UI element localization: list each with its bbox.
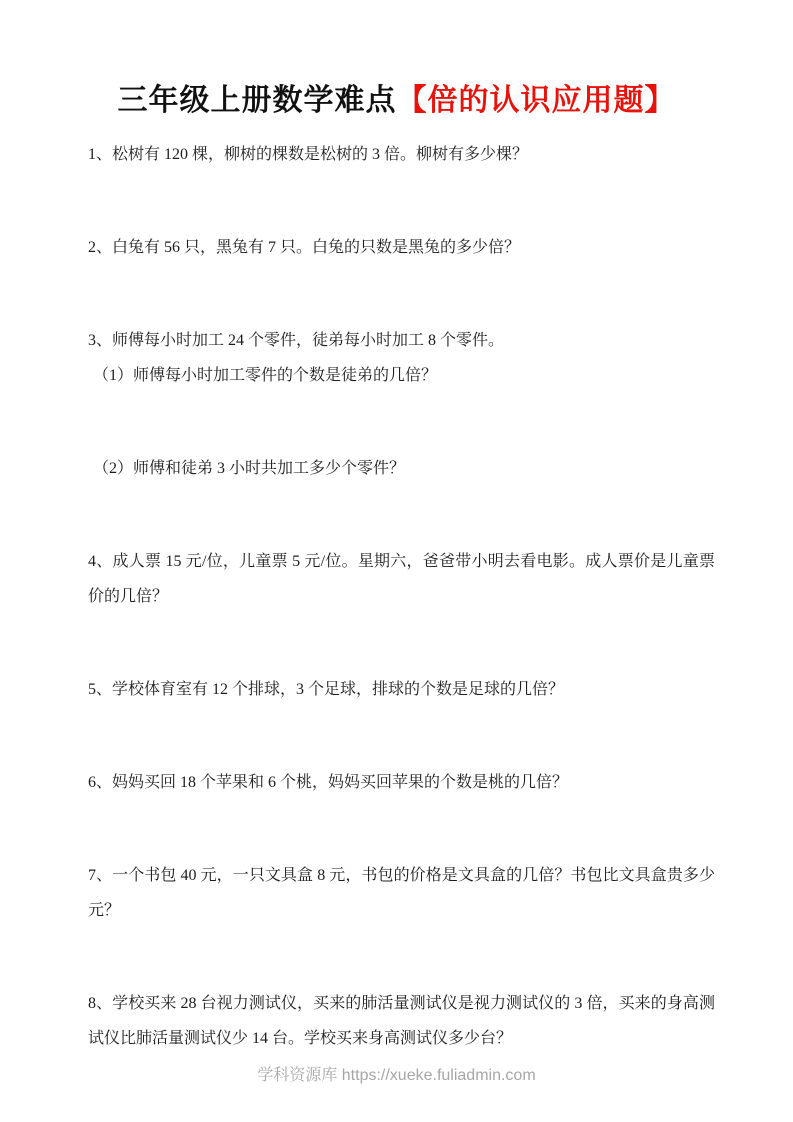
question-block	[88, 451, 715, 486]
question-text: 7、一个书包 40 元，一只文具盒 8 元，书包的价格是文具盒的几倍？书包比文具盒贵多少元？	[88, 867, 715, 919]
question-block	[88, 323, 715, 393]
question-text: （1）师傅每小时加工零件的个数是徒弟的几倍？	[93, 367, 438, 384]
page-title-highlight: 【倍的认识应用题】	[396, 84, 676, 117]
question-text: 8、学校买来 28 台视力测试仪，买来的肺活量测试仪是视力测试仪的 3 倍，买来的身高测试仪比肺活量测试仪少 14 台。学校买来身高测试仪多少台？	[88, 995, 715, 1047]
question-block	[88, 672, 715, 707]
question-block	[88, 986, 715, 1056]
page-title-prefix: 三年级上册数学难点	[117, 84, 397, 117]
page-title	[0, 82, 793, 120]
question-text: 4、成人票 15 元/位，儿童票 5 元/位。星期六，爸爸带小明去看电影。成人票价是儿童票价的几倍？	[88, 553, 715, 605]
question-text: 1、松树有 120 棵，柳树的棵数是松树的 3 倍。柳树有多少棵？	[88, 146, 529, 163]
question-text: 6、妈妈买回 18 个苹果和 6 个桃，妈妈买回苹果的个数是桃的几倍？	[88, 774, 569, 791]
question-text: 2、白兔有 56 只，黑兔有 7 只。白兔的只数是黑兔的多少倍？	[88, 239, 521, 256]
question-block	[88, 544, 715, 614]
question-text: 3、师傅每小时加工 24 个零件，徒弟每小时加工 8 个零件。	[88, 332, 505, 349]
question-text: 5、学校体育室有 12 个排球，3 个足球，排球的个数是足球的几倍？	[88, 681, 565, 698]
footer	[0, 1065, 793, 1087]
footer-source-text: 学科资源库 https://xueke.fuliadmin.com	[257, 1067, 536, 1084]
question-list	[88, 137, 715, 1056]
question-block	[88, 137, 715, 172]
question-block	[88, 765, 715, 800]
question-text: （2）师傅和徒弟 3 小时共加工多少个零件？	[93, 460, 406, 477]
question-block	[88, 230, 715, 265]
question-block	[88, 858, 715, 928]
